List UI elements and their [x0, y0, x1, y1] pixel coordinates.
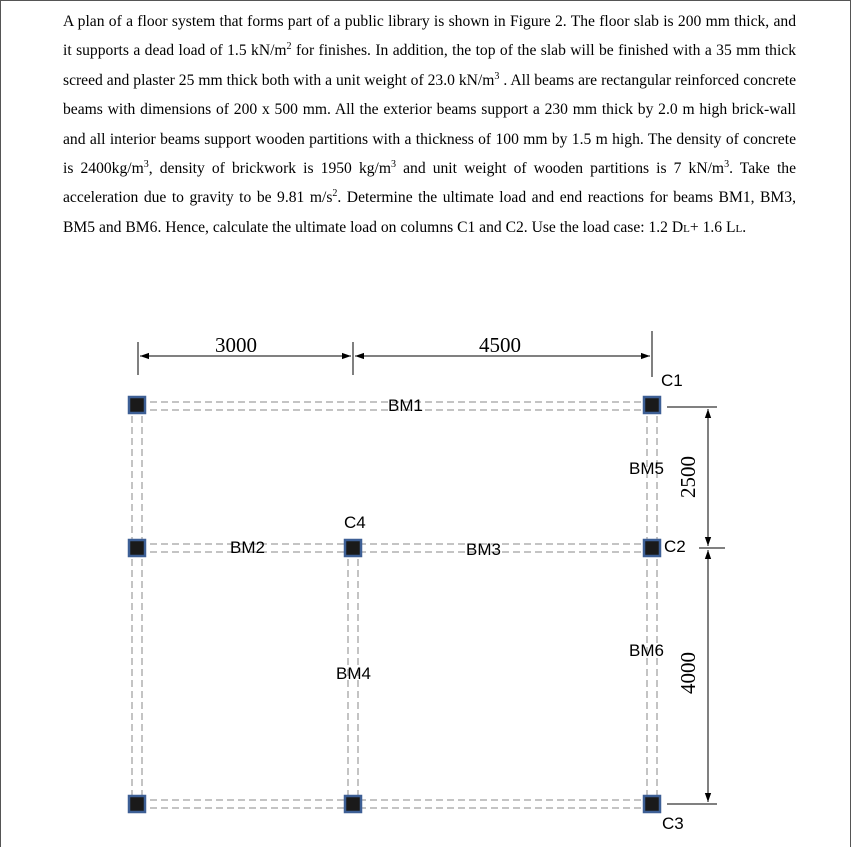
label-bm4: BM4	[336, 664, 371, 683]
columns	[129, 397, 660, 812]
label-c4: C4	[344, 513, 366, 532]
sup-3d: 3	[724, 158, 730, 170]
column-c4	[345, 540, 361, 556]
column-c1	[644, 397, 660, 413]
text-3: . All beams are rectangular reinforced concrete beams with dimensions of 200 x 500 mm. All the exterior beams support a 230 mm thick by 2.0 m high brick-wall and all interior beams support wooden partitions with a thickness of 100 mm by 1.5 m high. The density of concrete is 2400kg/m	[63, 71, 796, 178]
text-2: for finishes. In addition, the top of the slab will be finished with a 35 mm thick screed and plaster 25 mm thick both with a unit weight of 23.0 kN/m	[63, 42, 796, 89]
label-bm6: BM6	[629, 641, 664, 660]
label-bm1: BM1	[388, 396, 423, 415]
text-9: .	[742, 218, 747, 236]
dim-label-4000: 4000	[676, 652, 700, 694]
column-c2	[644, 540, 660, 556]
sup-2a: 2	[286, 41, 292, 53]
text-8: + 1.6 L	[689, 218, 736, 236]
sub-l2: L	[735, 222, 743, 235]
column-bottom-left	[129, 796, 145, 812]
column-top-left	[129, 397, 145, 413]
label-bm3: BM3	[466, 540, 501, 559]
column-c3	[644, 796, 660, 812]
text-5: and unit weight of wooden partitions is 7 kN/m	[396, 160, 725, 178]
label-bm2: BM2	[230, 538, 265, 557]
label-bm5: BM5	[629, 459, 664, 478]
label-c3: C3	[662, 814, 684, 833]
label-c2: C2	[664, 537, 686, 556]
beam-lines	[132, 402, 657, 808]
floor-plan-figure	[1, 1, 852, 848]
dim-label-2500: 2500	[676, 456, 700, 498]
sub-l1: L	[683, 222, 690, 235]
text-1: A plan of a floor system that forms part of a public library is shown in Figure 2. The floor slab is 200 mm thick, and it supports a dead load of 1.5 kN/m	[63, 13, 796, 60]
dim-label-3000: 3000	[215, 333, 257, 357]
text-7: . Determine the ultimate load and end reactions for beams BM1, BM3, BM5 and BM6. Hence, calculate the ultimate load on columns C1 and C2. Use the load case: 1.2 D	[63, 189, 796, 236]
dim-label-4500: 4500	[479, 333, 521, 357]
text-6: . Take the acceleration due to gravity to be 9.81 m/s	[63, 160, 796, 207]
column-bottom-mid	[345, 796, 361, 812]
sup-3c: 3	[391, 158, 396, 170]
column-mid-left	[129, 540, 145, 556]
text-4: , density of brickwork is 1950 kg/m	[148, 160, 391, 178]
sup-2b: 2	[332, 188, 338, 200]
label-c1: C1	[661, 371, 683, 390]
sup-3b: 3	[143, 158, 149, 170]
sup-3a: 3	[494, 70, 500, 82]
